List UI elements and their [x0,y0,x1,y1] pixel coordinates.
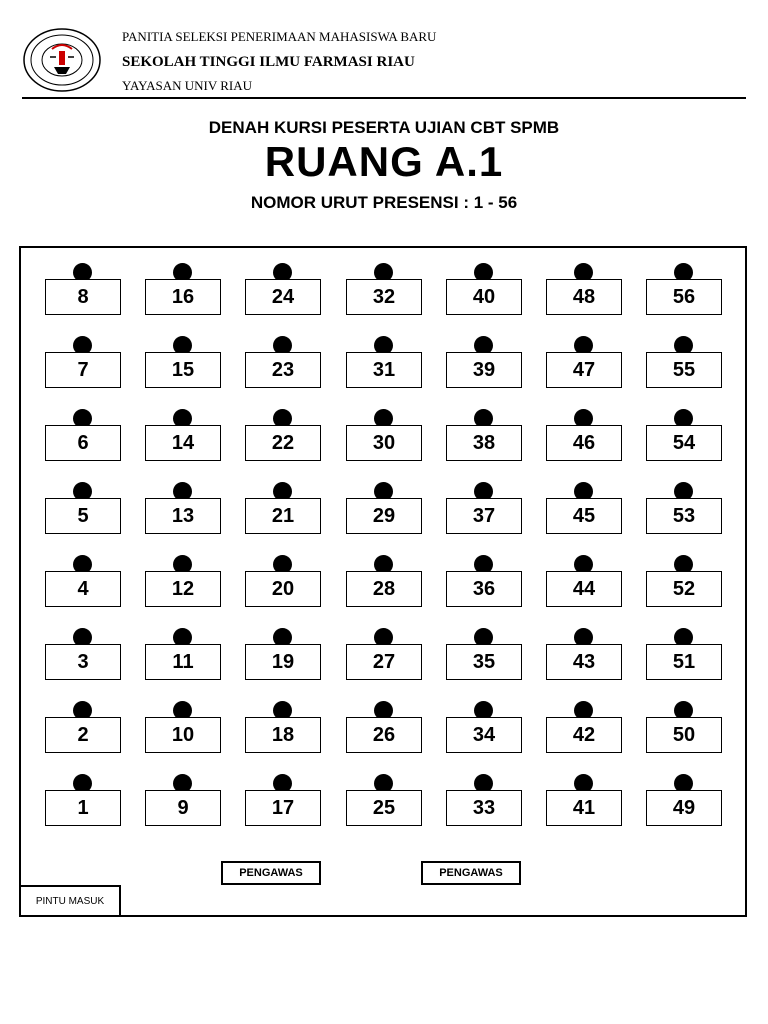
seat-number: 44 [546,571,622,607]
seat [646,409,722,459]
seat-number: 37 [446,498,522,534]
seat-number: 35 [446,644,522,680]
seat [646,701,722,751]
seat [346,555,422,605]
seat [546,263,622,313]
seat-number: 38 [446,425,522,461]
seat-number: 46 [546,425,622,461]
seat-number: 5 [45,498,121,534]
seat [646,774,722,824]
seat-number: 7 [45,352,121,388]
seat [646,555,722,605]
seat-number: 31 [346,352,422,388]
seat [45,555,121,605]
seat-number: 6 [45,425,121,461]
seat [145,263,221,313]
seat [346,482,422,532]
seat [45,482,121,532]
seat [346,409,422,459]
seat [646,336,722,386]
seat [346,774,422,824]
seat [346,628,422,678]
seat-number: 43 [546,644,622,680]
seat [245,409,321,459]
seat-number: 40 [446,279,522,315]
seat [145,555,221,605]
seat [45,628,121,678]
seat-number: 9 [145,790,221,826]
seat-number: 20 [245,571,321,607]
seat [646,482,722,532]
seat [446,263,522,313]
seat-number: 19 [245,644,321,680]
plan-subtitle: DENAH KURSI PESERTA UJIAN CBT SPMB [208,118,560,137]
seat [245,336,321,386]
seat-number: 41 [546,790,622,826]
header-foundation: YAYASAN UNIV RIAU [122,78,253,93]
seat-number: 22 [245,425,321,461]
seat [245,774,321,824]
seat-number: 4 [45,571,121,607]
seat [446,701,522,751]
seat [45,263,121,313]
seat-number: 25 [346,790,422,826]
seat-number: 1 [45,790,121,826]
seat-number: 17 [245,790,321,826]
room-layout [19,246,747,917]
seat-number: 39 [446,352,522,388]
seat-number: 12 [145,571,221,607]
seat-number: 51 [646,644,722,680]
seat [45,336,121,386]
seat-number: 8 [45,279,121,315]
seat [546,701,622,751]
seat [245,482,321,532]
seat [145,482,221,532]
seat [646,263,722,313]
seat-number: 21 [245,498,321,534]
seat [245,263,321,313]
seat-number: 54 [646,425,722,461]
seat [245,701,321,751]
seat-number: 29 [346,498,422,534]
seat-number: 48 [546,279,622,315]
seat [446,409,522,459]
seat-number: 3 [45,644,121,680]
seat-number: 42 [546,717,622,753]
seat-number: 30 [346,425,422,461]
seat [346,263,422,313]
seat [446,555,522,605]
seat-number: 27 [346,644,422,680]
seat [446,336,522,386]
seat [546,555,622,605]
seat [346,701,422,751]
seat [646,628,722,678]
seat [145,409,221,459]
seat [546,774,622,824]
seat [446,482,522,532]
seat [245,628,321,678]
seat-number: 24 [245,279,321,315]
entrance-door: PINTU MASUK [21,885,121,915]
seat-number: 56 [646,279,722,315]
seat-number: 10 [145,717,221,753]
seat [145,336,221,386]
seat-number: 26 [346,717,422,753]
seat-number: 32 [346,279,422,315]
seat-number: 28 [346,571,422,607]
supervisor-desk: PENGAWAS [221,861,321,885]
seat-number: 16 [145,279,221,315]
seat [446,774,522,824]
seat-number: 34 [446,717,522,753]
supervisor-desk: PENGAWAS [421,861,521,885]
seat [546,482,622,532]
seat [245,555,321,605]
header-institution: SEKOLAH TINGGI ILMU FARMASI RIAU [122,54,415,70]
room-title: RUANG A.1 [264,138,504,185]
seat-number: 33 [446,790,522,826]
seat [145,701,221,751]
seat-number: 14 [145,425,221,461]
seat-number: 50 [646,717,722,753]
seat [45,774,121,824]
seat-number: 15 [145,352,221,388]
seat-number: 52 [646,571,722,607]
seat-number: 36 [446,571,522,607]
seat-number: 13 [145,498,221,534]
seat [346,336,422,386]
seat [546,628,622,678]
seat-number: 49 [646,790,722,826]
seat-number: 55 [646,352,722,388]
seat-number: 2 [45,717,121,753]
seat [145,628,221,678]
seat [546,409,622,459]
attendance-range: NOMOR URUT PRESENSI : 1 - 56 [250,193,518,212]
seat [446,628,522,678]
seat-number: 47 [546,352,622,388]
seat [45,701,121,751]
seat-number: 45 [546,498,622,534]
seat [45,409,121,459]
seat [546,336,622,386]
seat-number: 23 [245,352,321,388]
seat [145,774,221,824]
header-divider [22,97,746,99]
seat-number: 18 [245,717,321,753]
seat-number: 53 [646,498,722,534]
seat-number: 11 [145,644,221,680]
header-committee: PANITIA SELEKSI PENERIMAAN MAHASISWA BARU [122,29,437,44]
institution-logo [22,27,102,93]
